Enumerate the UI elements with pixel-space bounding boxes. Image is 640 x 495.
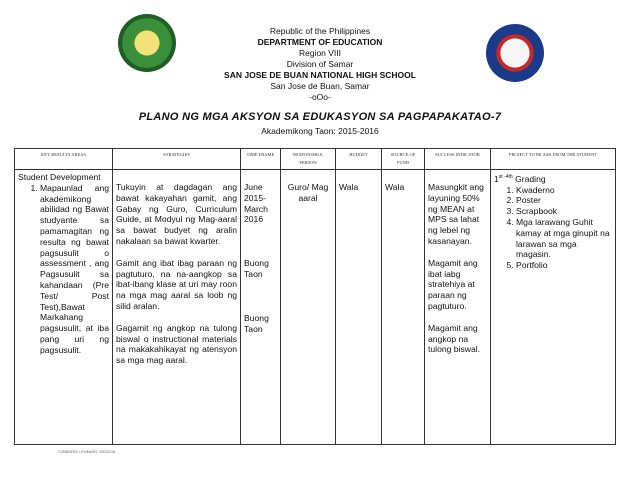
separator-line: -oOo- [309,92,331,102]
school-year: Akademikong Taon: 2015-2016 [261,126,379,136]
column-header: SOURCE OF FUND [382,149,425,170]
grading-superscript: st -4th [498,174,513,180]
project-heading [494,172,612,185]
key-result-area-cell [15,170,113,445]
column-header: TIME FRAME [241,149,281,170]
strategy: Gagamit ng angkop na tulong biswal o instructional materials na makakahikayat ng atensyon sa mga mag aaral. [116,322,237,366]
division-line: Division of Samar [286,59,354,69]
responsible-person-cell: Guro/ Mag aaral [281,170,336,445]
indicator: Magamit ang ibat iabg stratehiya at paraan ng pagtuturo. [428,257,478,311]
kra-item: 1. Mapaunlad ang akademikong abilidad ng Bawat studyante sa pamamagitan ng resulta ng bawat pagsusulit o assessment , ang Pagsusulit sa kahandaan (Pre Test/ Post Test),Bawat Markahang pagsusulit, at iba pang uri ng pagsusulit. [40,183,109,356]
time-frame: Buong Taon [244,258,269,279]
footer-text: SJDBNHS/ LENMARC DESUJA [58,449,116,454]
time-frame-cell [241,170,281,445]
project-item: 2. Poster [516,195,612,206]
department-line: DEPARTMENT OF EDUCATION [257,37,383,47]
time-frame: June 2015- March 2016 [244,182,268,225]
column-header: RESPONSIBLE PERSON [281,149,336,170]
table-row [15,170,616,445]
time-frame: Buong Taon [244,312,269,334]
column-header: STRATEGIES [113,149,241,170]
success-indicator-cell [425,170,491,445]
republic-line: Republic of the Philippines [269,26,371,36]
grading-number: 1 [494,173,499,184]
project-item: 1. Kwaderno [516,185,612,196]
column-header: BUDGET [336,149,382,170]
column-header: SUCCESS INDICATOR [425,149,491,170]
kra-heading: Student Development [18,172,101,182]
indicator: Magamit ang angkop na tulong biswal. [428,322,481,355]
project-item: 5. Portfolio [516,260,612,271]
region-line: Region VIII [298,48,342,58]
source-of-fund-cell: Wala [382,170,425,445]
strategy: Tukuyin at dagdagan ang bawat kakayahan gamit, ang Gabay ng Guro, Curriculum Guide, at Modyul ng Mag-aaral sa bawat budyet ng aralin nakalaan sa bawat kwarter. [116,182,237,246]
project-cell [491,170,616,445]
action-plan-table [14,148,616,445]
column-header: PROJECT TO BE ASK FROM THE STUDENT [491,149,616,170]
school-line: SAN JOSE DE BUAN NATIONAL HIGH SCHOOL [224,70,416,80]
strategy: Gamit ang ibat ibag paraan ng pagtuturo, na na-aangkop sa ibat-ibang klase at uri may roon na mga mag aaral sa loob ng silid aralan. [116,257,237,311]
document-title: PLANO NG MGA AKSYON SA EDUKASYON SA PAGPAPAKATAO-7 [138,111,502,123]
table-header-row [15,149,616,170]
column-header: KEY RESULTS AREAS [15,149,113,170]
address-line: San Jose de Buan, Samar [270,81,370,91]
project-item: 3. Scrapbook [516,206,612,217]
indicator: Masungkit ang layuning 50% ng MEAN at MPS sa lahat ng lebel ng kasanayan. [428,182,484,246]
strategies-cell [113,170,241,445]
grading-label: Grading [512,173,546,184]
project-item: 4. Mga larawang Guhit kamay at mga ginupit na larawan sa mga magasin. [516,217,612,260]
budget-cell: Wala [336,170,382,445]
